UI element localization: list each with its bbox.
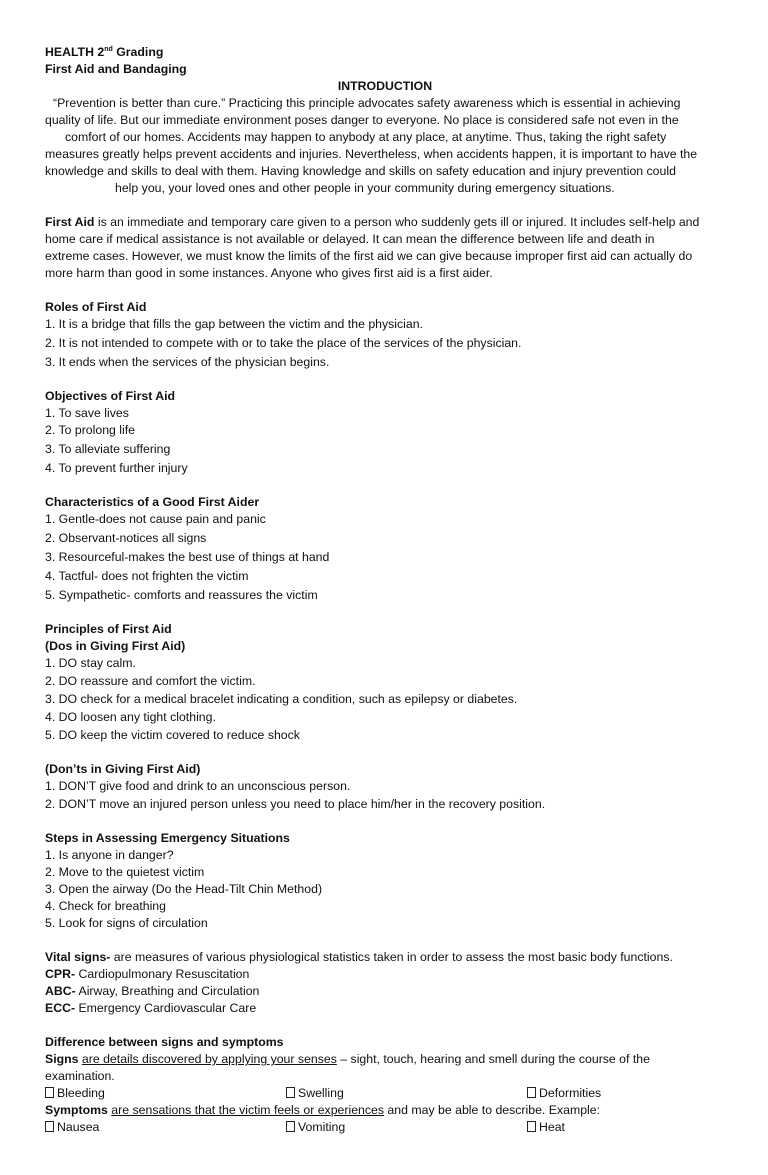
list-item: 1. DO stay calm. [45, 656, 136, 670]
checkbox-icon [45, 1121, 54, 1132]
header-topic: First Aid and Bandaging [45, 62, 187, 76]
donts-list [45, 778, 725, 813]
intro-paragraph: “Prevention is better than cure.” Practicing this principle advocates safety awareness which is essential in achieving quality of life. But our immediate environment poses danger to everyone. No place is considered safe not even in the comfort of our homes. Accidents may happen to anybody at any place, at anytime. Thus, taking the right safety measures greatly helps prevent accidents and injuries. Nevertheless, when accidents happen, it is important to have the knowledge and skills to deal with them. Having knowledge and skills on safety education and injury prevention could help you, your loved ones and other people in your community during emergency situations. [45, 96, 698, 195]
list-item: 5. Look for signs of circulation [45, 916, 208, 930]
list-item: 2. Move to the quietest victim [45, 865, 205, 879]
checkbox-icon [286, 1121, 295, 1132]
list-item: 3. Resourceful-makes the best use of things at hand [45, 550, 330, 564]
list-item: Nausea [45, 1119, 99, 1136]
list-item: 4. To prevent further injury [45, 461, 188, 475]
signs-examples [45, 1085, 725, 1102]
list-item: 1. Is anyone in danger? [45, 848, 174, 862]
list-item: 4. Check for breathing [45, 899, 166, 913]
objectives-heading: Objectives of First Aid [45, 389, 176, 403]
characteristics-list [45, 511, 725, 604]
document-page [45, 44, 725, 1136]
signs-definition: Signs are details discovered by applying your senses – sight, touch, hearing and smell during the course of the examination. [45, 1052, 650, 1083]
checkbox-icon [527, 1087, 536, 1098]
first-aid-definition: First Aid is an immediate and temporary care given to a person who suddenly gets ill or injured. It includes self-help and home care if medical assistance is not available or delayed. It can mean the difference between life and death in extreme cases. However, we must know the limits of the first aid we can give because improper first aid can actually do more harm than good in some instances. Anyone who gives first aid is a first aider. [45, 215, 700, 280]
list-item: Bleeding [45, 1085, 105, 1102]
list-item: 4. Tactful- does not frighten the victim [45, 569, 249, 583]
steps-list [45, 847, 725, 932]
checkbox-icon [527, 1121, 536, 1132]
checkbox-icon [45, 1087, 54, 1098]
principles-heading: Principles of First Aid [45, 622, 172, 636]
roles-list [45, 316, 725, 371]
list-item: 3. DO check for a medical bracelet indicating a condition, such as epilepsy or diabetes. [45, 692, 518, 706]
list-item: 1. It is a bridge that fills the gap between the victim and the physician. [45, 317, 424, 331]
characteristics-heading: Characteristics of a Good First Aider [45, 495, 260, 509]
donts-heading: (Don’ts in Giving First Aid) [45, 762, 201, 776]
list-item: 5. Sympathetic- comforts and reassures the victim [45, 588, 318, 602]
list-item: 3. It ends when the services of the physician begins. [45, 355, 330, 369]
header-subject: HEALTH 2nd Grading [45, 45, 164, 59]
list-item: Swelling [286, 1085, 344, 1102]
intro-heading: INTRODUCTION [337, 79, 433, 93]
list-item: 1. To save lives [45, 406, 129, 420]
dos-list [45, 655, 725, 744]
list-item: 5. DO keep the victim covered to reduce shock [45, 728, 300, 742]
list-item: 2. DO reassure and comfort the victim. [45, 674, 256, 688]
list-item: Deformities [527, 1085, 601, 1102]
list-item: Vomiting [286, 1119, 345, 1136]
symptoms-examples [45, 1119, 725, 1136]
list-item: 3. Open the airway (Do the Head-Tilt Chin Method) [45, 882, 323, 896]
checkbox-icon [286, 1087, 295, 1098]
list-item: 4. DO loosen any tight clothing. [45, 710, 216, 724]
list-item: 1. DON’T give food and drink to an unconscious person. [45, 779, 351, 793]
dos-heading: (Dos in Giving First Aid) [45, 639, 186, 653]
roles-heading: Roles of First Aid [45, 300, 147, 314]
symptoms-definition: Symptoms are sensations that the victim feels or experiences and may be able to describe. Example: [45, 1103, 601, 1117]
objectives-list [45, 405, 725, 477]
difference-heading: Difference between signs and symptoms [45, 1035, 284, 1049]
list-item: 1. Gentle-does not cause pain and panic [45, 512, 266, 526]
list-item: 3. To alleviate suffering [45, 442, 171, 456]
list-item: 2. DON’T move an injured person unless you need to place him/her in the recovery position. [45, 797, 546, 811]
steps-heading: Steps in Assessing Emergency Situations [45, 831, 290, 845]
list-item: Heat [527, 1119, 565, 1136]
list-item: 2. To prolong life [45, 423, 136, 437]
list-item: 2. It is not intended to compete with or to take the place of the services of the physician. [45, 336, 522, 350]
list-item: 2. Observant-notices all signs [45, 531, 207, 545]
vital-signs: Vital signs- are measures of various physiological statistics taken in order to assess the most basic body functions. CPR- Cardiopulmonary Resuscitation ABC- Airway, Breathing and Circulation ECC- Emergency Cardiovascular Care [45, 950, 673, 1015]
